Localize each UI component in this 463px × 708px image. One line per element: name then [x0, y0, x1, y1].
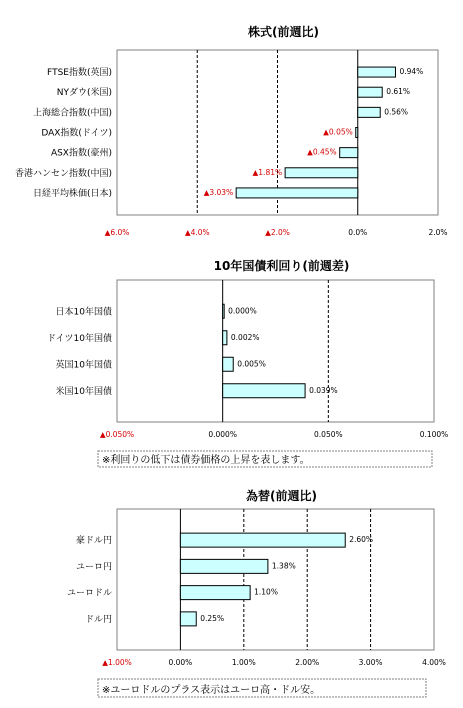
- data-label: 0.039%: [309, 385, 338, 395]
- x-tick-label: 0.000%: [208, 430, 237, 439]
- category-label: ドル円: [84, 614, 112, 625]
- x-tick-label: ▲2.0%: [265, 228, 290, 237]
- note-text: ※利回りの低下は債券価格の上昇を表します。: [102, 455, 310, 466]
- category-label: 上海総合指数(中国): [32, 108, 112, 119]
- category-label: FTSE指数(英国): [47, 68, 112, 79]
- data-label: 0.94%: [399, 67, 424, 77]
- data-label: 1.38%: [271, 561, 296, 571]
- chart-title: 為替(前週比): [246, 489, 317, 503]
- plot-area: [117, 509, 434, 650]
- bar: [358, 67, 396, 77]
- x-tick-label: 0.050%: [314, 430, 343, 439]
- category-label: NYダウ(米国): [56, 88, 112, 99]
- note-text: ※ユーロドルのプラス表示はユーロ高・ドル安。: [102, 685, 321, 696]
- bar: [180, 612, 196, 626]
- category-label: 日経平均株価(日本): [32, 188, 112, 199]
- x-tick-label: 2.0%: [428, 228, 448, 237]
- bar: [180, 559, 267, 573]
- category-label: ASX指数(豪州): [50, 148, 112, 159]
- chart-panel-0: [15, 24, 448, 237]
- bar: [223, 357, 234, 371]
- category-label: ユーロドル: [66, 588, 112, 599]
- category-label: 豪ドル円: [75, 536, 112, 547]
- plot-area: [117, 280, 434, 422]
- bar: [356, 128, 358, 138]
- bar: [180, 533, 345, 547]
- bar: [285, 168, 358, 178]
- data-label: 0.25%: [200, 613, 225, 623]
- bar: [223, 304, 225, 318]
- data-label: 0.002%: [230, 332, 260, 342]
- data-label: 2.60%: [349, 535, 374, 545]
- x-tick-label: 0.00%: [168, 658, 193, 667]
- data-label: 0.000%: [228, 306, 257, 316]
- chart-panel-1: [47, 258, 448, 467]
- x-tick-label: 1.00%: [231, 658, 256, 667]
- bar: [223, 331, 227, 345]
- chart-title: 10年国債利回り(前週差): [213, 259, 350, 273]
- bar: [358, 107, 380, 117]
- x-tick-label: ▲1.00%: [102, 658, 132, 667]
- category-label: 日本10年国債: [55, 307, 112, 318]
- category-label: 英国10年国債: [55, 360, 112, 371]
- x-tick-label: ▲0.050%: [99, 430, 135, 439]
- bar: [223, 384, 305, 398]
- bar: [358, 87, 382, 97]
- category-label: 香港ハンセン指数(中国): [14, 168, 112, 179]
- data-label: ▲0.45%: [307, 147, 337, 157]
- chart-panel-2: [67, 488, 446, 697]
- x-tick-label: ▲6.0%: [104, 228, 130, 237]
- category-label: ユーロ円: [75, 562, 112, 573]
- x-tick-label: 0.100%: [419, 430, 449, 439]
- chart-title: 株式(前週比): [248, 25, 319, 39]
- bar: [340, 148, 358, 158]
- x-tick-label: 4.00%: [422, 658, 446, 667]
- data-label: ▲0.05%: [323, 127, 353, 137]
- data-label: ▲1.81%: [252, 167, 283, 177]
- data-label: 0.005%: [237, 359, 266, 369]
- bar: [180, 586, 250, 600]
- data-label: 0.61%: [386, 87, 411, 97]
- x-tick-label: 0.0%: [348, 228, 368, 237]
- category-label: DAX指数(ドイツ): [41, 128, 112, 139]
- x-tick-label: 2.00%: [295, 658, 320, 667]
- x-tick-label: 3.00%: [358, 658, 383, 667]
- category-label: ドイツ10年国債: [46, 333, 112, 344]
- x-tick-label: ▲4.0%: [184, 228, 210, 237]
- bar: [236, 188, 358, 198]
- data-label: 0.56%: [384, 107, 409, 117]
- data-label: ▲3.03%: [203, 187, 234, 197]
- data-label: 1.10%: [254, 587, 278, 597]
- category-label: 米国10年国債: [55, 386, 112, 397]
